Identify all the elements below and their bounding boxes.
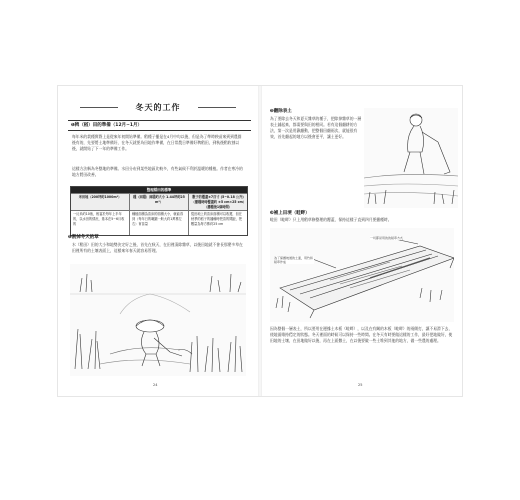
page-number: 24: [153, 383, 158, 387]
callout-straw-method: 一切都是用的的稻草方式: [370, 236, 404, 240]
farmer-digging-illustration: [364, 108, 458, 208]
paragraph-repair-ridge: 畦田（畦畔）只上用稻草修整理的覆蓋，保持這樣子直到四月要播種時。: [270, 217, 392, 222]
sub-heading-turn-soil: ❷翻除表土: [270, 109, 292, 114]
table-header-cell: 種（面積）面積約大小 1.44坪約25 m²）: [129, 194, 188, 210]
page-number: 25: [358, 383, 363, 387]
table-row: [71, 210, 247, 235]
paragraph-ridge-detail: 因為整個一層表土，所以要用在邊緣土木板（畦畔），以及在有關的木板（畦畔）的兩側打，讓不易滑下去，使地面維持穩定的狀態。冬天裡面的時候可以保持一些時間。在冬天有時要做這樣的工作，最好把地做好，使田地的土壤，在田地做好以後，再在上面撒土，在以後要做一些土堆到其他的地方，做一些農的處理。: [270, 326, 453, 343]
section-heading: ❶稗（稻）田的準備（12月~1月）: [68, 120, 251, 131]
table-cell: 種植面積為苗床的面積大小，就能得到（每年日的範圍一般大約1萬株左右）育苗量: [129, 211, 188, 235]
table-cell: 從田地上的苗床面積可以收獲，但在秋季的稻子的播種時把苗的間距，把數量為每方株約25 cm: [188, 211, 247, 235]
paragraph-method: 這樣方法稱為冬整地的準備。水田分布到某些地區比較多，有些氣候不利於溫暖的種植。作者在寒冷的地方將田改善。: [72, 166, 243, 177]
sub-heading-repair-ridge: ❸補上田埂（畦畔）: [270, 211, 310, 216]
sub-heading-cut-grass: ❶割掉冬天的草: [68, 235, 99, 240]
paddy-ridge-illustration: [270, 228, 454, 322]
right-page: [262, 86, 462, 396]
table-header-cell: 米田地（200坪約1000m²）: [71, 194, 129, 210]
book-spread: [58, 86, 462, 396]
table-header-row: [71, 193, 247, 210]
table-cell: 一反米約10俵，相當於每年上半年的，以水田的情況，基本在5~6月收的: [73, 212, 125, 226]
paragraph-intro: 每年米的栽種實際上是從來年初開始準備。稻種子播是在4月中旬以後，但是為了準時秧苗來到到農園後有的，先要將土地準備好，在冬天就要為田地作準備，在日常農日準備好稗稻田，到秋後稻收割以後，就開始了下一年的準備工作。: [72, 134, 242, 151]
chapter-title: 冬天的工作: [70, 102, 246, 113]
standards-table: [70, 186, 248, 236]
table-header-cell: 數子的覆蓋±7百寸 (5~0.18 公升)（播種時時覆蓋約 ±5 cm×25 cm）（播種後1個時間）: [188, 194, 247, 210]
callout-slope-protection: 為了保護坡道的土面，用竹和稻草作成: [274, 256, 314, 264]
paragraph-cut-grass: 水（稻田）田的大小和地勢決定好之後，首先在秋天，在田裡清除雜草，以後田地就不會長那麼多草在田裡所有的土壤表面上，這樣來年春天就容易管理。: [72, 242, 243, 253]
left-page: [58, 86, 258, 396]
paragraph-turn-soil: 為了要除去冬天和夏天雜草的種子，把除掉雜草的一層表土鋪起來，都需要與田的相同。若有這個翻耕的方法，第一次是用鍬翻動，把整個田翻兩次，就能很有效，首先翻起的地方以後會更平，讓土更好。: [270, 116, 362, 139]
table-caption: 整理稻田的標準: [71, 187, 247, 193]
farmer-cutting-grass-illustration: [70, 264, 246, 376]
